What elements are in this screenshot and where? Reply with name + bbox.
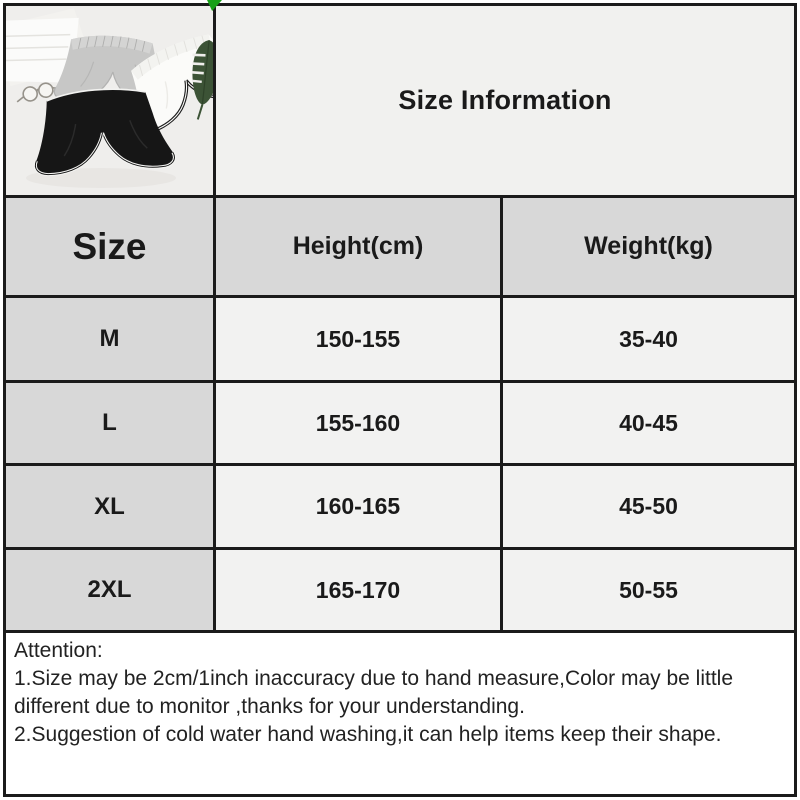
product-photo — [6, 6, 213, 195]
row-label-2xl: 2XL — [6, 550, 213, 630]
column-header-weight: Weight(kg) — [503, 198, 794, 295]
weight-value-xl: 45-50 — [503, 466, 794, 547]
weight-value-m: 35-40 — [503, 298, 794, 380]
page-title: Size Information — [216, 6, 794, 195]
height-value-xl: 160-165 — [216, 466, 500, 547]
weight-value-2xl: 50-55 — [503, 550, 794, 630]
attention-note-1: 1.Size may be 2cm/1inch inaccuracy due to hand measure,Color may be little different due to monitor ,thanks for your understanding. — [14, 667, 734, 718]
row-label-xl: XL — [6, 466, 213, 547]
weight-value-l: 40-45 — [503, 383, 794, 463]
height-value-2xl: 165-170 — [216, 550, 500, 630]
attention-note-2: 2.Suggestion of cold water hand washing,it can help items keep their shape. — [14, 723, 722, 746]
row-label-m: M — [6, 298, 213, 380]
height-value-m: 150-155 — [216, 298, 500, 380]
height-value-l: 155-160 — [216, 383, 500, 463]
attention-section — [6, 633, 794, 794]
row-label-l: L — [6, 383, 213, 463]
column-header-height: Height(cm) — [216, 198, 500, 295]
column-header-size: Size — [6, 198, 213, 295]
size-chart-grid — [3, 3, 797, 797]
product-photo-illustration — [6, 6, 213, 195]
attention-heading: Attention: — [14, 639, 103, 662]
